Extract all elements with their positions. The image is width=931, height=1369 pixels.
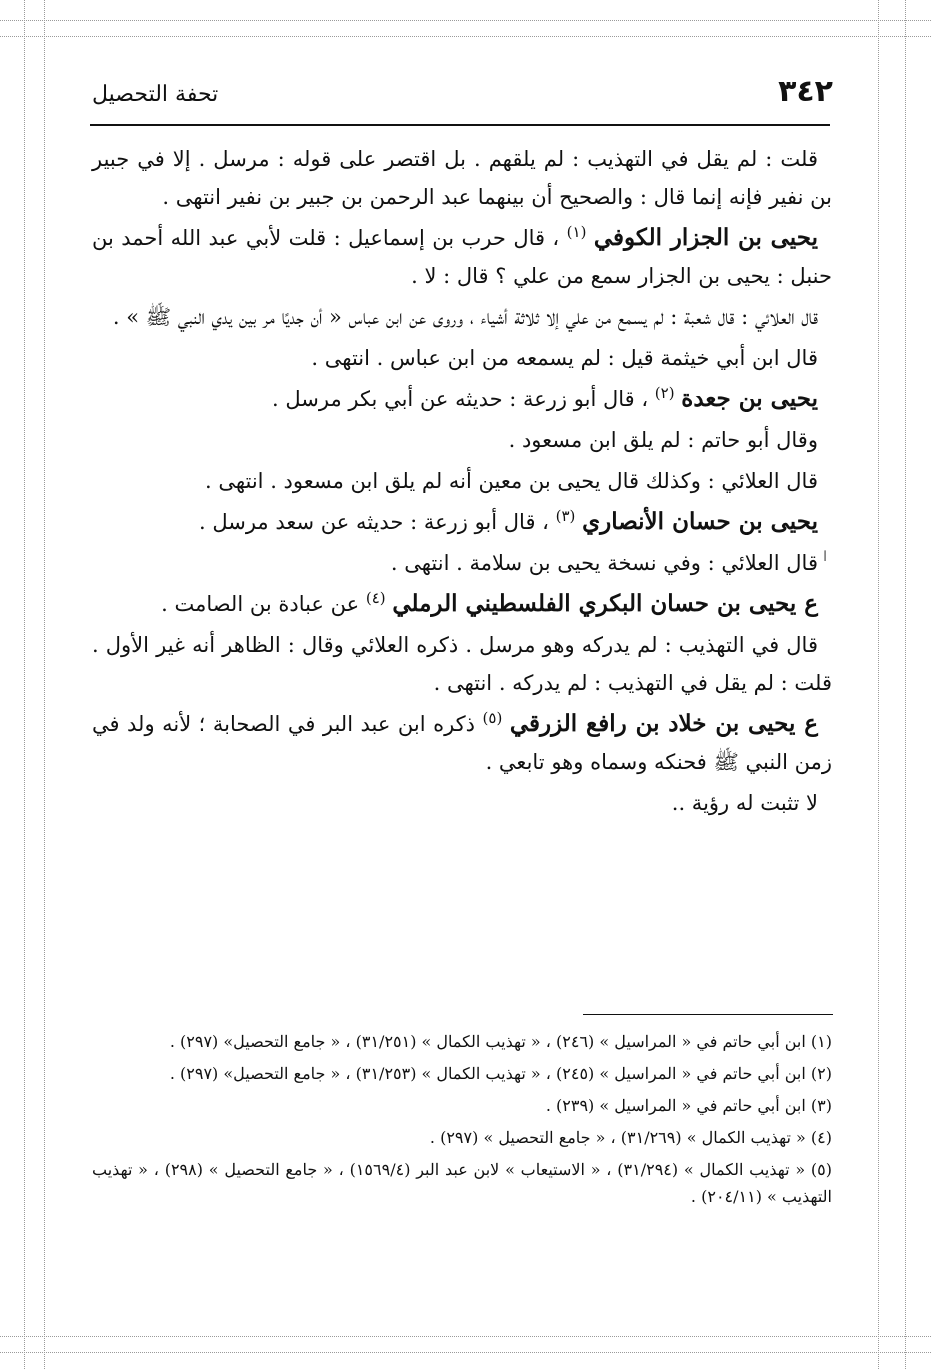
footnote-ref: (١) (566, 223, 587, 241)
entry-name: يحيى بن حسان الأنصاري (582, 508, 818, 535)
entry-paragraph (92, 380, 832, 418)
footnote: (٥) « تهذيب الكمال » (٣١/٢٩٤) ، « الاستيعاب » لابن عبد البر (١٥٦٩/٤) ، « جامع التحصيل » (٢٩٨) ، « تهذيب التهذيب » (٢٠٤/١١) . (92, 1160, 833, 1206)
entry-text: ، قال أبو زرعة : حديثه عن أبي بكر مرسل . (272, 387, 649, 411)
footnote: (١) ابن أبي حاتم في « المراسيل » (٢٤٦) ، « تهذيب الكمال » (٣١/٢٥١) ، « جامع التحصيل» (٢٩٧) . (169, 1032, 832, 1051)
entry-text: ، قال حرب بن إسماعيل : قلت لأبي عبد الله أحمد بن حنبل : يحيى بن الجزار سمع من علي ؟ قال : لا . (92, 226, 832, 288)
scan-guide-line (0, 20, 931, 21)
paragraph: قال ابن أبي خيثمة قيل : لم يسمعه من ابن عباس . انتهى . (311, 346, 818, 370)
entry-text: ذكره ابن عبد البر في الصحابة ؛ لأنه ولد في زمن النبي ﷺ فحنكه وسماه وهو تابعي . (92, 712, 832, 774)
header-rule (90, 124, 830, 126)
footnote: (٣) ابن أبي حاتم في « المراسيل » (٢٣٩) . (545, 1096, 832, 1115)
footnote-ref: (٢) (654, 384, 675, 402)
entry-paragraph (92, 219, 832, 295)
entry-text: ، قال أبو زرعة : حديثه عن سعد مرسل . (198, 510, 549, 534)
paragraph: وقال أبو حاتم : لم يلق ابن مسعود . (508, 428, 818, 452)
main-text (92, 140, 832, 825)
entry-paragraph (92, 585, 832, 623)
paragraph: قال العلائي : وكذلك قال يحيى بن معين أنه لم يلق ابن مسعود . انتهى . (204, 469, 818, 493)
paragraph: لا تثبت له رؤية .. (671, 791, 818, 815)
paragraph: قال في التهذيب : لم يدركه وهو مرسل . ذكره العلائي وقال : الظاهر أنه غير الأول . قلت : لم يقل في التهذيب : لم يدركه . انتهى . (92, 633, 832, 695)
page-number: ٣٤٢ (778, 74, 833, 109)
entry-paragraph (92, 503, 832, 541)
paragraph: قلت : لم يقل في التهذيب : لم يلقهم . بل اقتصر على قوله : مرسل . إلا في جبير بن نفير فإنه إنما قال : والصحيح أن بينهما عبد الرحمن بن جبير بن نفير انتهى . (92, 147, 832, 209)
scan-guide-line (24, 0, 25, 1369)
footnotes (92, 1028, 832, 1215)
entry-name: ع يحيى بن خلاد بن رافع الزرقي (509, 710, 818, 737)
paragraph: قال العلائي : وفي نسخة يحيى بن سلامة . انتهى . (390, 551, 818, 575)
entry-name: يحيى بن الجزار الكوفي (593, 224, 818, 251)
margin-mark: ا (823, 549, 827, 565)
entry-name: ع يحيى بن حسان البكري الفلسطيني الرملي (392, 590, 818, 617)
scan-guide-line (905, 0, 906, 1369)
scan-guide-line (44, 0, 45, 1369)
footnote: (٤) « تهذيب الكمال » (٣١/٢٦٩) ، « جامع التحصيل » (٢٩٧) . (429, 1128, 832, 1147)
entry-text: عن عبادة بن الصامت . (161, 592, 360, 616)
scan-guide-line (878, 0, 879, 1369)
paragraph: قال العلائي : قال شعبة : لم يسمع من علي إلا ثلاثة أشياء ، وروى عن ابن عباس « أن جديًا مر بين يدي النبي ﷺ » . (112, 305, 818, 329)
running-title: تحفة التحصيل (92, 82, 219, 107)
scan-guide-line (0, 36, 931, 37)
footnote-ref: (٣) (555, 507, 576, 525)
scan-guide-line (0, 1336, 931, 1337)
footnote-rule (583, 1014, 833, 1015)
footnote: (٢) ابن أبي حاتم في « المراسيل » (٢٤٥) ، « تهذيب الكمال » (٣١/٢٥٣) ، « جامع التحصيل» (٢٩٧) . (169, 1064, 832, 1083)
entry-paragraph (92, 705, 832, 781)
entry-name: يحيى بن جعدة (681, 385, 818, 412)
scan-guide-line (0, 1352, 931, 1353)
footnote-ref: (٥) (482, 709, 503, 727)
footnote-ref: (٤) (365, 589, 386, 607)
